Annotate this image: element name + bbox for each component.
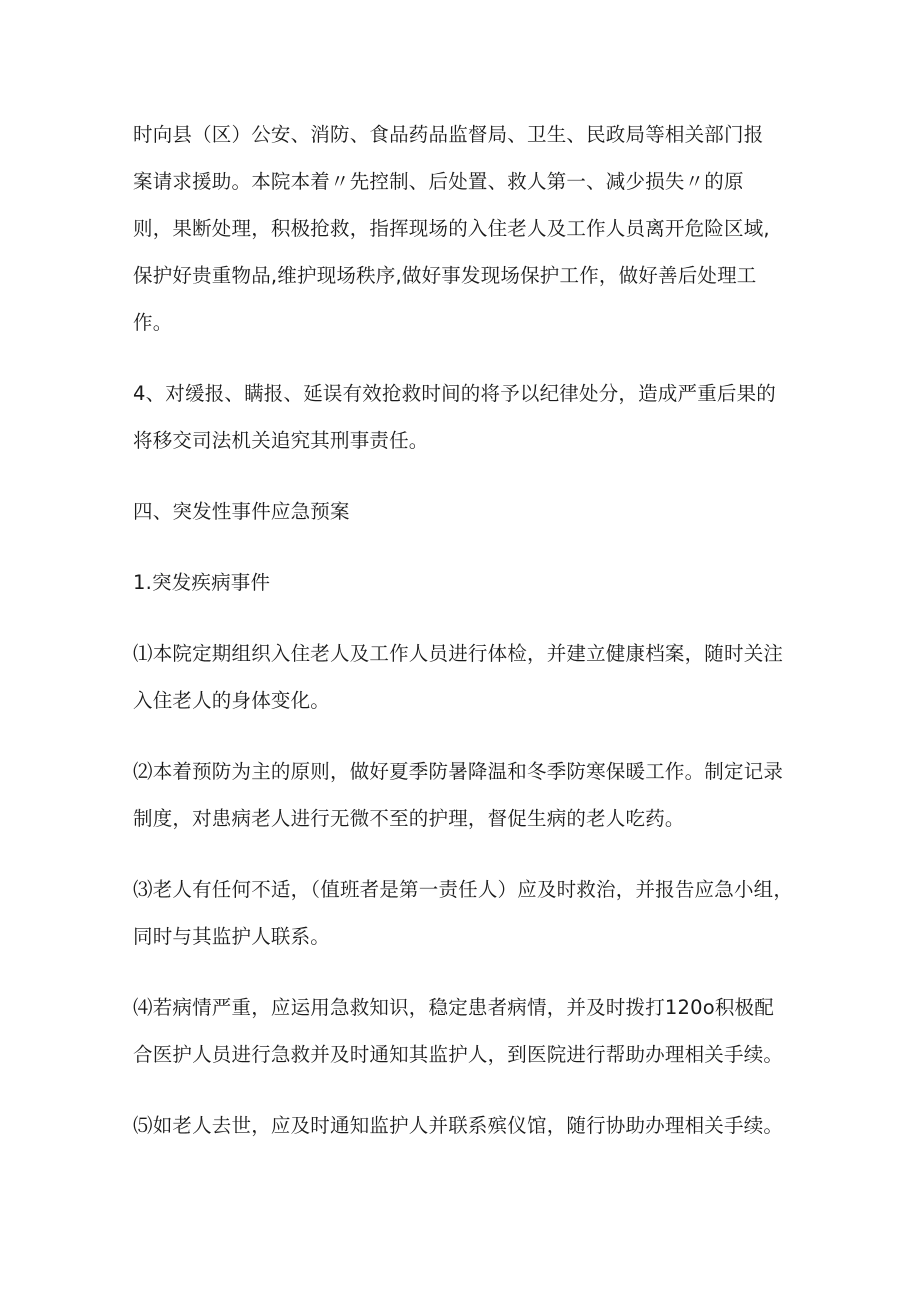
text-line: 则，果断处理，积极抢救，指挥现场的入住老人及工作人员离开危险区域, — [133, 217, 770, 240]
text-line: 同时与其监护人联系。 — [133, 925, 331, 948]
text-line: 保护好贵重物品,维护现场秩序,做好事发现场保护工作，做好善后处理工 — [133, 264, 757, 287]
text-line: 入住老人的身体变化。 — [133, 689, 331, 712]
document-body — [133, 111, 813, 1173]
text-line: ⑶老人有任何不适，（值班者是第一责任人）应及时救治，并报告应急小组， — [133, 878, 794, 901]
paragraph-sub-item-1 — [133, 630, 813, 724]
text-line: 制度，对患病老人进行无微不至的护理，督促生病的老人吃药。 — [133, 807, 685, 830]
text-line: 4、对缓报、瞒报、延误有效抢救时间的将予以纪律处分，造成严重后果的 — [133, 382, 777, 405]
text-line: 时向县（区）公安、消防、食品药品监督局、卫生、民政局等相关部门报 — [133, 123, 764, 146]
text-line: ⑷若病情严重，应运用急救知识，稳定患者病情，并及时拨打120o积极配 — [133, 996, 774, 1019]
section-heading-emergency-plan — [133, 488, 813, 535]
text-line: ⑵本着预防为主的原则，做好夏季防暑降温和冬季防寒保暖工作。制定记录 — [133, 760, 784, 783]
text-line: 作。 — [133, 311, 173, 334]
heading-text: 1.突发疾病事件 — [133, 571, 271, 594]
paragraph-emergency-response-continuation — [133, 111, 813, 346]
heading-text: 四、突发性事件应急预案 — [133, 500, 350, 523]
text-line: ⑸如老人去世，应及时通知监护人并联系殡仪馆，随行协助办理相关手续。 — [133, 1114, 784, 1137]
text-line: 将移交司法机关追究其刑事责任。 — [133, 429, 429, 452]
text-line: 合医护人员进行急救并及时通知其监护人，到医院进行帮助办理相关手续。 — [133, 1043, 784, 1066]
subsection-heading-sudden-illness — [133, 559, 813, 606]
paragraph-sub-item-2 — [133, 748, 813, 842]
text-line: 案请求援助。本院本着〃先控制、后处置、救人第一、减少损失〃的原 — [133, 170, 744, 193]
text-line: ⑴本院定期组织入住老人及工作人员进行体检，并建立健康档案，随时关注 — [133, 642, 784, 665]
paragraph-sub-item-4 — [133, 984, 813, 1078]
paragraph-sub-item-3 — [133, 866, 813, 960]
paragraph-sub-item-5 — [133, 1102, 813, 1149]
paragraph-item-4-discipline — [133, 370, 813, 464]
